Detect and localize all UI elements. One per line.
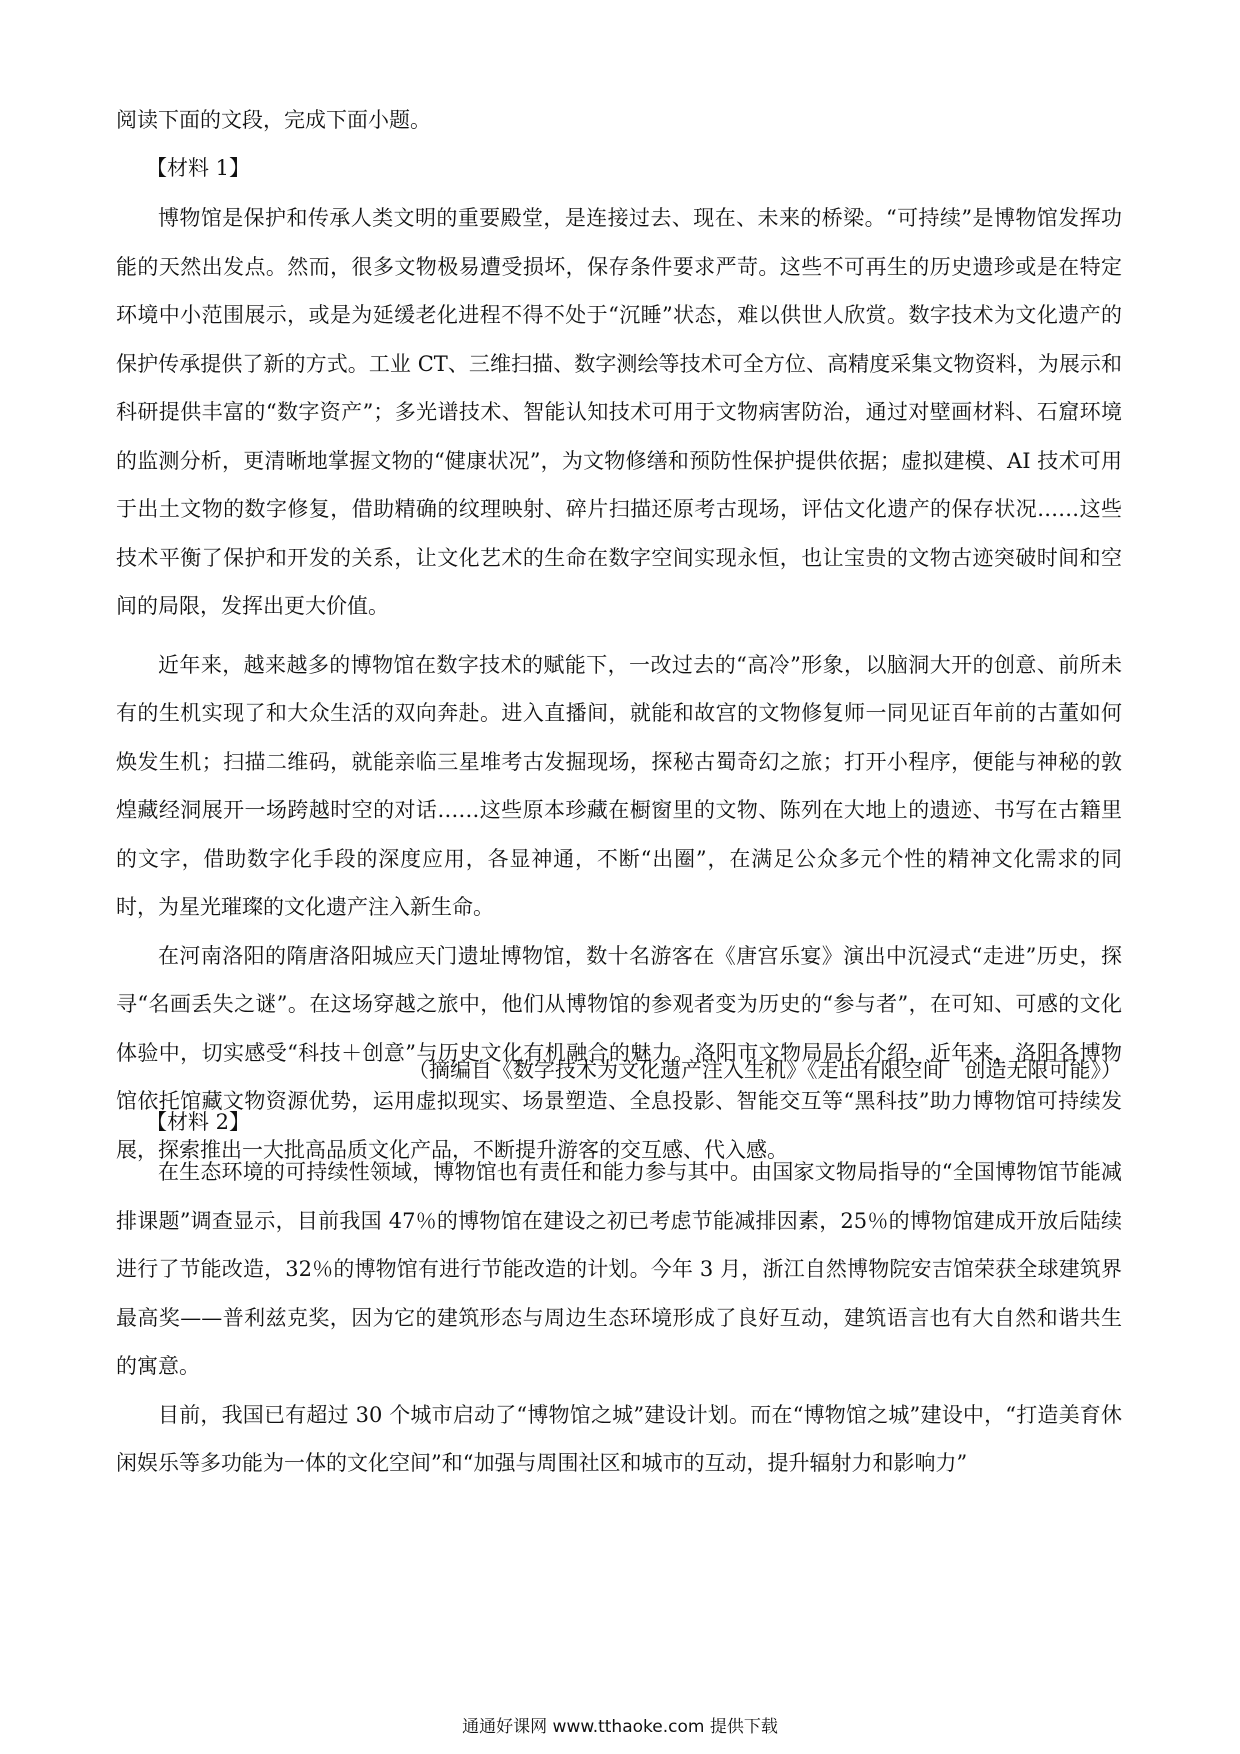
material-2-heading: 【材料 2】 (146, 1110, 251, 1134)
material-1-paragraph-1: 博物馆是保护和传承人类文明的重要殿堂，是连接过去、现在、未来的桥梁。“可持续”是博物馆发挥功能的天然出发点。然而，很多文物极易遭受损坏，保存条件要求严苛。这些不可再生的历史遗珍或是在特定环境中小范围展示，或是为延缓老化进程不得不处于“沉睡”状态，难以供世人欣赏。数字技术为文化遗产的保护传承提供了新的方式。工业 CT、三维扫描、数字测绘等技术可全方位、高精度采集文物资料，为展示和科研提供丰富的“数字资产”；多光谱技术、智能认知技术可用于文物病害防治，通过对壁画材料、石窟环境的监测分析，更清晰地掌握文物的“健康状况”，为文物修缮和预防性保护提供依据；虚拟建模、AI 技术可用于出土文物的数字修复，借助精确的纹理映射、碎片扫描还原考古现场，评估文化遗产的保存状况……这些技术平衡了保护和开发的关系，让文化艺术的生命在数字空间实现永恒，也让宝贵的文物古迹突破时间和空间的局限，发挥出更大价值。 (116, 206, 1122, 618)
footer-watermark: 通通好课网 www.tthaoke.com 提供下载 (462, 1717, 778, 1737)
source-citation: （摘编自《数字技术为文化遗产注入生机》《走出有限空间 创造无限可能》） (408, 1058, 1122, 1082)
material-1-heading: 【材料 1】 (146, 156, 251, 180)
material-2-paragraph-2: 目前，我国已有超过 30 个城市启动了“博物馆之城”建设计划。而在“博物馆之城”建设中，“打造美育休闲娱乐等多功能为一体的文化空间”和“加强与周围社区和城市的互动，提升辐射力和影响力” (116, 1402, 1122, 1475)
material-1-paragraph-3: 在河南洛阳的隋唐洛阳城应天门遗址博物馆，数十名游客在《唐宫乐宴》演出中沉浸式“走进”历史，探寻“名画丢失之谜”。在这场穿越之旅中，他们从博物馆的参观者变为历史的“参与者”，在可知、可感的文化体验中，切实感受“科技＋创意”与历史文化有机融合的魅力。洛阳市文物局局长介绍，近年来，洛阳各博物馆依托馆藏文物资源优势，运用虚拟现实、场景塑造、全息投影、智能交互等“黑科技”助力博物馆可持续发展，探索推出一大批高品质文化产品，不断提升游客的交互感、代入感。 (116, 943, 1122, 1162)
material-1-paragraph-2: 近年来，越来越多的博物馆在数字技术的赋能下，一改过去的“高冷”形象，以脑洞大开的创意、前所未有的生机实现了和大众生活的双向奔赴。进入直播间，就能和故宫的文物修复师一同见证百年前的古董如何焕发生机；扫描二维码，就能亲临三星堆考古发掘现场，探秘古蜀奇幻之旅；打开小程序，便能与神秘的敦煌藏经洞展开一场跨越时空的对话……这些原本珍藏在橱窗里的文物、陈列在大地上的遗迹、书写在古籍里的文字，借助数字化手段的深度应用，各显神通，不断“出圈”，在满足公众多元个性的精神文化需求的同时，为星光璀璨的文化遗产注入新生命。 (116, 652, 1122, 919)
material-1-body (116, 194, 1122, 1174)
instruction-text: 阅读下面的文段，完成下面小题。 (116, 108, 431, 132)
material-2-body (116, 1148, 1122, 1488)
material-2-paragraph-1: 在生态环境的可持续性领域，博物馆也有责任和能力参与其中。由国家文物局指导的“全国博物馆节能减排课题”调查显示，目前我国 47％的博物馆在建设之初已考虑节能减排因素，25％的博物馆建成开放后陆续进行了节能改造，32％的博物馆有进行节能改造的计划。今年 3 月，浙江自然博物院安吉馆荣获全球建筑界最高奖——普利兹克奖，因为它的建筑形态与周边生态环境形成了良好互动，建筑语言也有大自然和谐共生的寓意。 (116, 1160, 1122, 1378)
